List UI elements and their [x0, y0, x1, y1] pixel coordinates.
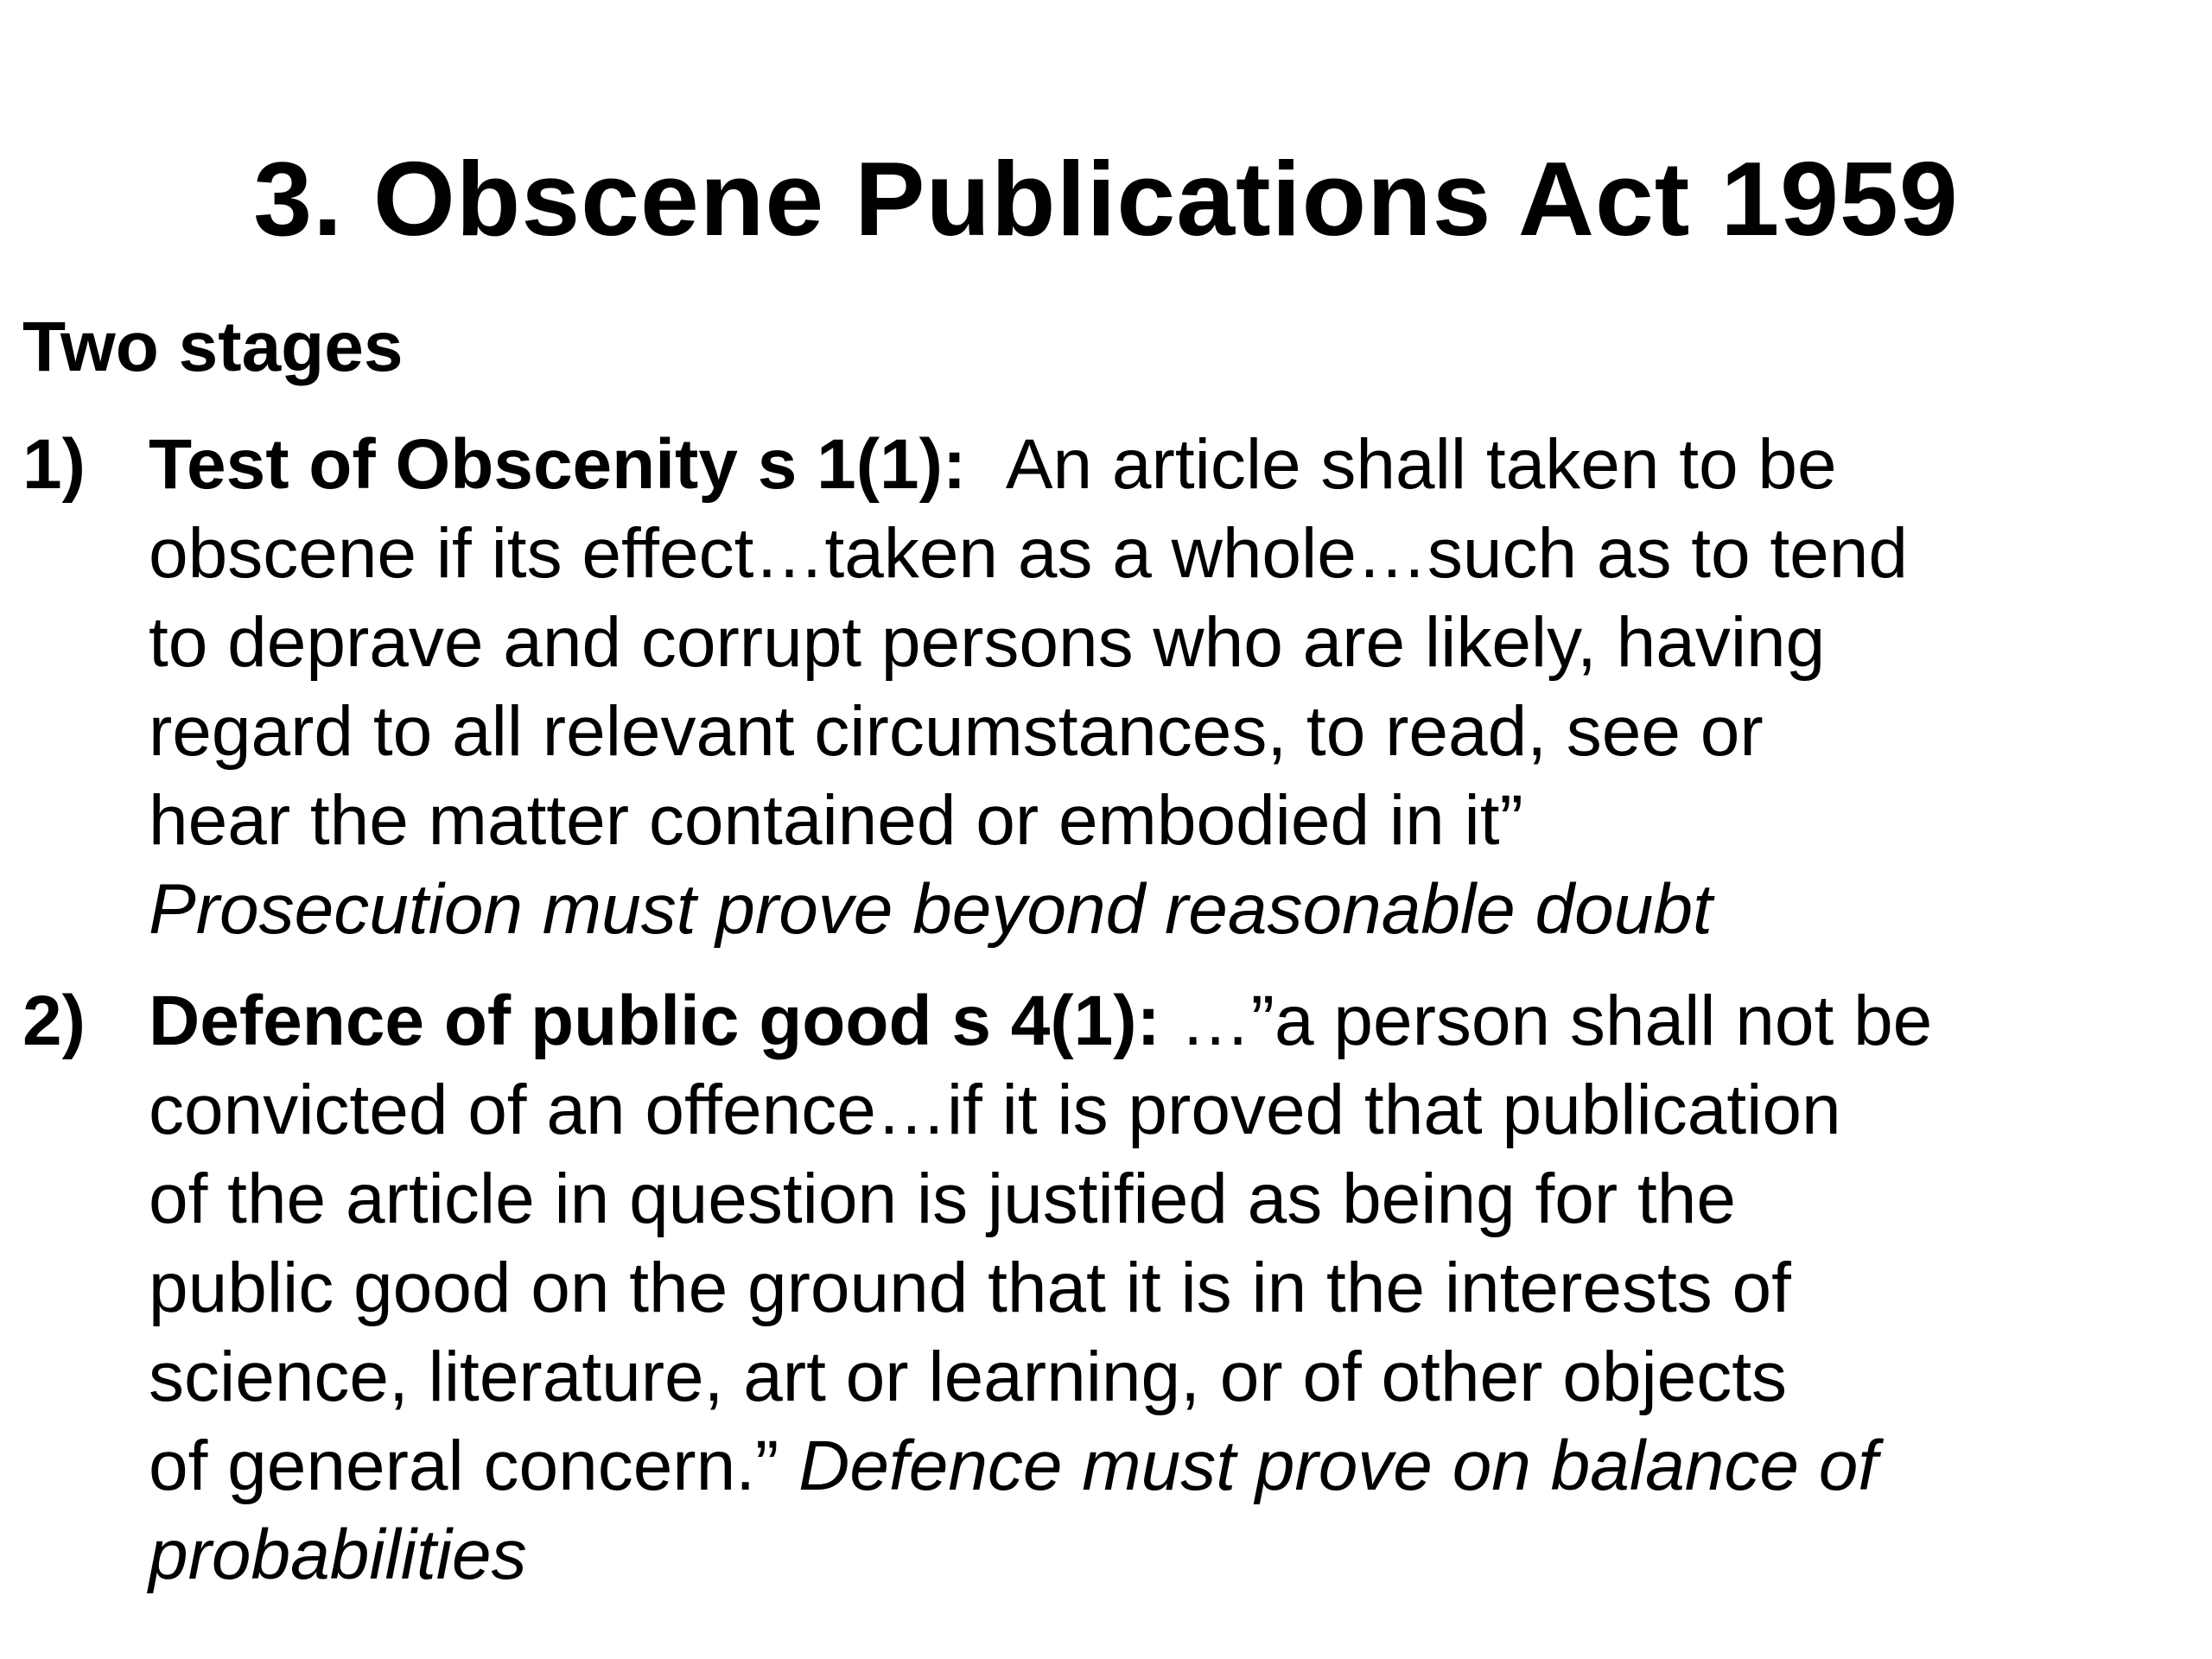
item-heading: Test of Obscenity s 1(1): — [149, 425, 967, 504]
item-number: 1) — [22, 425, 86, 504]
item-line — [149, 420, 2212, 509]
item-body — [149, 976, 2212, 1599]
slide-title: 3. Obscene Publications Act 1959 — [253, 140, 1959, 257]
item-body — [149, 420, 2212, 954]
item-text: …”a person shall not be — [1179, 982, 1933, 1060]
item-text: of general concern.” — [149, 1427, 779, 1505]
item-line: regard to all relevant circumstances, to read, see or — [149, 692, 1764, 771]
item-line: science, literature, art or learning, or of other objects — [149, 1338, 1788, 1416]
item-text: An article shall taken to be — [1005, 425, 1837, 504]
item-line: public good on the ground that it is in the interests of — [149, 1249, 1791, 1327]
item-number: 2) — [22, 982, 86, 1060]
item-line: obscene if its effect…taken as a whole…such as to tend — [149, 514, 1908, 593]
item-line — [149, 1421, 2212, 1510]
item-line — [149, 976, 2212, 1065]
item-note: Prosecution must prove beyond reasonable doubt — [149, 870, 1713, 949]
item-line: hear the matter contained or embodied in it” — [149, 781, 1523, 860]
item-note: Defence must prove on balance of — [798, 1427, 1878, 1505]
item-note: probabilities — [149, 1516, 527, 1594]
item-line: to deprave and corrupt persons who are likely, having — [149, 603, 1826, 682]
item-heading: Defence of public good s 4(1): — [149, 982, 1160, 1060]
item-line: convicted of an offence…if it is proved that publication — [149, 1071, 1841, 1149]
subheading: Two stages — [22, 308, 404, 386]
item-line: of the article in question is justified as being for the — [149, 1160, 1736, 1238]
